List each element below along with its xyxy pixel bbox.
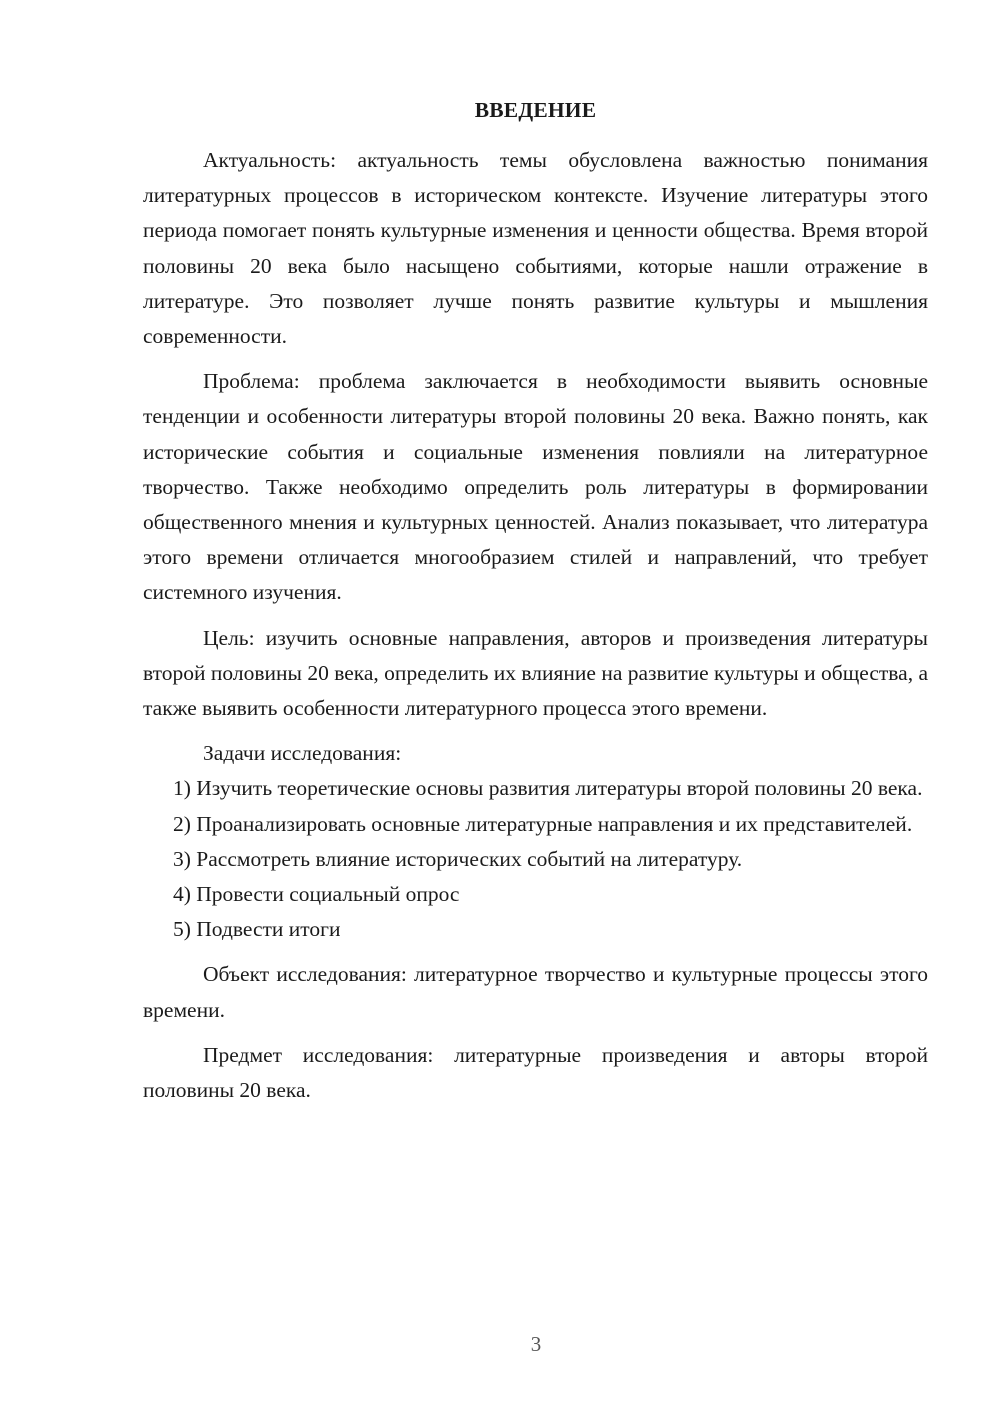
subject-paragraph: Предмет исследования: литературные произведения и авторы второй половины 20 века. [143, 1042, 928, 1103]
page-number: 3 [530, 1332, 542, 1356]
problem-paragraph: Проблема: проблема заключается в необходимости выявить основные тенденции и особенности литературы второй половины 20 века. Важно понять, как исторические события и социальные изменения повлияли на литературное творчество. Также необходимо определить роль литературы в формировании общественного мнения и культурных ценностей. Анализ показывает, что литература этого времени отличается многообразием стилей и направлений, что требует системного изучения. [143, 369, 928, 605]
relevance-paragraph: Актуальность: актуальность темы обусловлена важностью понимания литературных процессов в историческом контексте. Изучение литературы этого периода помогает понять культурные изменения и ценности общества. Время второй половины 20 века было насыщено событиями, которые нашли отражение в литературе. Это позволяет лучше понять развитие культуры и мышления современности. [143, 148, 928, 349]
page-title: ВВЕДЕНИЕ [474, 98, 597, 122]
list-item: 4) Провести социальный опрос [173, 882, 460, 907]
list-item: 2) Проанализировать основные литературные направления и их представителей. [173, 811, 913, 836]
list-item: 5) Подвести итоги [173, 917, 341, 942]
list-item: 1) Изучить теоретические основы развития литературы второй половины 20 века. [173, 776, 923, 801]
list-item: 3) Рассмотреть влияние исторических событий на литературу. [173, 846, 743, 871]
tasks-title: Задачи исследования: [203, 741, 402, 766]
document-page [143, 95, 928, 1108]
object-paragraph: Объект исследования: литературное творчество и культурные процессы этого времени. [143, 962, 928, 1022]
goal-paragraph: Цель: изучить основные направления, авторов и произведения литературы второй половины 20 века, определить их влияние на развитие культуры и общества, а также выявить особенности литературного процесса этого времени. [143, 625, 928, 721]
